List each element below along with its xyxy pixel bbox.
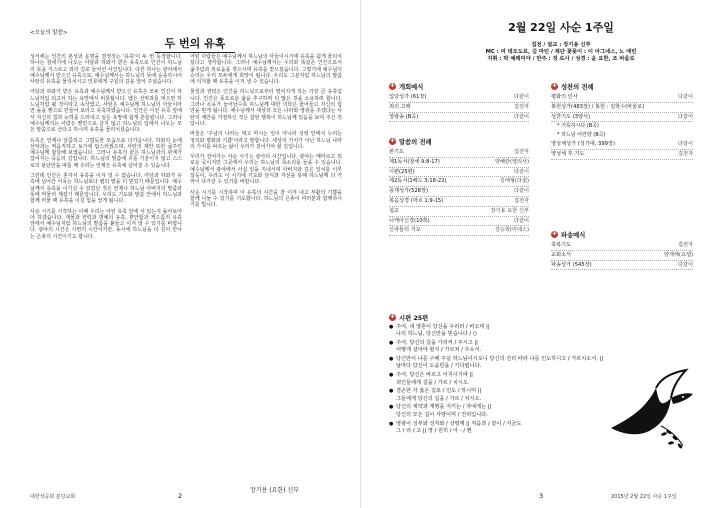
- item-part: 다같이: [513, 188, 529, 195]
- paragraph: 우리가 걸어가는 사순 시기는 광야의 시간입니다. 광야는 메마르고 외로운 곳이지만 그곳에서 우리는 하느님의 목소리를 들을 수 있습니다. 예수님께서 광야에서 사십 일을 지내시며 아버지와 깊은 일치를 이루셨듯이, 우리도 이 시기에 기도와 단식과 자선을 통해 하느님께 더 가까이 다가갈 수 있기를 바랍니다.: [190, 154, 342, 186]
- psalm-verse: ● 당신만이 나를 구해 주실 하느님이시오니 당신의 진리 따라 나를 인도하시고 / 가르치소서. || 날마다 당신이 도움만을 / 기다립니다.: [389, 356, 604, 370]
- cross-icon: ✚: [552, 83, 557, 89]
- list-item: [551, 261, 693, 271]
- section-heading: 말씀의 전례: [399, 139, 432, 146]
- bullet-icon: ●: [389, 420, 394, 427]
- list-item: [389, 226, 529, 236]
- psalm-verse: ● 겸손한 자 옳은 길로 / 인도 / 하시며 || 그들에게 당신의 길을 / 가르 / 치시오.: [389, 388, 482, 402]
- item-name: 교회소식: [551, 251, 572, 258]
- list-item: [551, 241, 693, 251]
- paragraph: 물질과 권력은 인간을 하느님으로부터 멀어지게 하는 가장 큰 유혹입니다. 인간은 풍요로운 삶을 추구하며 더 많은 것을 소유하려 합니다. 그러나 소유가 늘어날수록 하느님께 대한 의탁은 줄어들고 자신의 힘만을 믿게 됩니다. 예수님께서 세상의 모든 나라와 영광을 주겠다는 사탄의 제안을 거절하신 것은 참된 행복이 하느님께 있음을 보여 주신 것입니다.: [190, 89, 342, 127]
- list-item: [551, 93, 693, 103]
- info-line: MC : 여 데오도로, 김 마틴 / 제단 꽃꽂이 : 이 아그네스, 노 애린: [485, 49, 637, 55]
- item-name: 입당성가 (61장): [389, 94, 427, 100]
- list-item: [389, 217, 529, 227]
- item-part: 다같이: [677, 140, 693, 147]
- psalm-verse: ● 영광이 성부와 성자와 / 성령께 || 처음과 / 같이 / 지금도 그 / 리 / 고 || 영 / 원히 / 아 - / 멘: [389, 420, 522, 434]
- item-part: 양혜란(엘리사): [494, 158, 529, 165]
- list-item: [389, 168, 529, 178]
- list-item: [551, 251, 693, 261]
- service-info: [441, 42, 681, 63]
- right-page: [360, 0, 720, 508]
- cross-icon: ✚: [390, 138, 395, 144]
- item-name: 본기도: [389, 149, 405, 155]
- cross-icon: ✚: [552, 231, 557, 237]
- item-name: 영광송 (B곡): [389, 113, 419, 120]
- item-name: 영성체 후 기도: [551, 150, 585, 157]
- paragraph: 사순 시기를 시작하는 이때 우리는 어떤 유혹 앞에 서 있는지 돌아보아야 하겠습니다. 재물과 권력과 명예의 유혹, 편안함과 게으름의 유혹 앞에서 예수님처럼 하느님의 말씀을 붙들고 이겨 낼 수 있기를 바랍니다. 광야의 시간은 시련의 시간이지만, 동시에 하느님을 더 깊이 만나는 은총의 시간이기도 합니다.: [30, 208, 182, 240]
- item-part: 집전자: [513, 149, 529, 155]
- item-name: 복음성경 (마르 1:9-15): [389, 197, 444, 204]
- list-item: [551, 113, 693, 123]
- item-name: 죄의 고백: [389, 103, 411, 110]
- bullet-icon: ●: [389, 356, 394, 363]
- paragraph: 사순 시기를 시작하며 이 유혹의 시간을 잘 이겨 내고 부활의 기쁨을 함께 나눌 수 있기를 기도합니다. 하느님의 은총이 여러분과 함께하시기를 빕니다.: [190, 189, 342, 209]
- item-name: 영성체성가 (성가대, 399장): [551, 140, 615, 147]
- list-item: [551, 103, 693, 113]
- item-part: 다같이: [513, 94, 529, 100]
- page-number: 3: [539, 492, 544, 500]
- psalm-verse: ● 주여, 내 영혼이 당신을 우러러 / 비오며 || 나의 하느님, 당신만을 믿습니다 / ○: [389, 324, 490, 338]
- list-item: [551, 150, 693, 160]
- item-name: 시편(25편): [389, 168, 415, 175]
- paragraph: 성서에는 인간의 본성과 운명을 결정짓는 '유혹'이 두 번 등장합니다. 하나는 창세기에 나오는 아담과 하와가 받은 유혹으로 인간이 하느님의 뜻을 거스르고 죄의 길로 들어선 사건입니다. 다른 하나는 광야에서 예수님께서 받으신 유혹으로, 예수님께서는 하느님의 뜻에 순종하시어 사탄의 유혹을 물리치시고 인류에게 구원의 길을 열어 주셨습니다.: [30, 54, 182, 86]
- item-part: 집전자: [513, 197, 529, 204]
- paragraph: 바울은 '주님의 나라는 먹고 마시는 일이 아니라 성령 안에서 누리는 정의와 평화와 기쁨'이라고 말합니다. 세상의 가치가 아닌 하느님 나라의 가치를 따르는 삶이 우리가 걸어가야 할 길입니다.: [190, 131, 342, 150]
- item-part: 장기용 요한 신부: [490, 207, 529, 214]
- item-name: 축복기도: [551, 242, 572, 248]
- section-heading: 파송예식: [561, 232, 586, 239]
- section-tag: <오늘의 말씀>: [30, 30, 68, 36]
- item-name: 성찬기도 (3양식): [551, 113, 591, 120]
- bullet-icon: ●: [389, 404, 394, 411]
- section-word: [389, 137, 529, 236]
- list-item: [389, 207, 529, 217]
- list-item: [551, 140, 693, 150]
- sub-note: * 거룩하시다 (B곡): [557, 123, 599, 130]
- bullet-icon: ●: [389, 372, 394, 379]
- item-name: 평화의 인사: [551, 94, 578, 100]
- psalm-verse: ● 주여, 당신의 길을 가리켜 / 주시고 || 어떻게 살아야 할지 / 가르쳐 / 주소서.: [389, 340, 482, 354]
- item-name: 층계성가(528장): [389, 188, 429, 195]
- paragraph: 유혹은 언제나 달콤하고 그럴듯한 모습으로 다가옵니다. 하와의 눈에 선악과는 먹음직하고 보기에 탐스러웠으며, 사탄의 제안 또한 굶주린 예수님께 합당해 보였습니다. 그러나 유혹의 끝은 하느님과의 관계가 끊어지는 죽음의 길입니다. 하느님의 말씀에 귀를 기울이지 않고 스스로의 판단만을 따를 때 우리는 언제든 유혹에 넘어질 수 있습니다.: [30, 137, 182, 169]
- sub-note: * 하느님 어린양 (B곡): [557, 132, 606, 139]
- item-name: 제2독서(1베드 3:18-22): [389, 178, 447, 185]
- bullet-icon: ●: [389, 324, 394, 330]
- psalm-verse: ● 당신의 계약과 계명을 지키는 / 자에게는 || 당신의 모든 길이 사랑이며 / 진리입니다.: [389, 404, 492, 418]
- section-heading: 성찬의 전례: [561, 84, 594, 91]
- psalm-section: [389, 313, 604, 437]
- item-name: 설교: [389, 207, 400, 214]
- sermon-column-1: [30, 54, 182, 244]
- item-part: 다같이: [677, 94, 693, 100]
- cross-icon: ✚: [390, 314, 395, 320]
- section-heading: 개회예식: [399, 84, 424, 91]
- psalm-verse: ● 주여, 당신은 바르고 어지시기에 || 죄인들에게 길을 / 가르 / 치시오.: [389, 372, 473, 386]
- list-item: [389, 158, 529, 168]
- footer-church: 대한성공회 분당교회: [30, 494, 76, 500]
- item-part: 다같이: [513, 168, 529, 175]
- sermon-title: 두 번의 유혹: [155, 35, 235, 53]
- item-name: 파송성가 (545장): [551, 261, 592, 268]
- item-part: 다같이: [513, 113, 529, 120]
- paragraph: 아담과 하와가 받은 유혹과 예수님께서 받으신 유혹은 모두 인간이 하느님처럼 되고자 하는 욕망에서 비롯됩니다. 뱀은 선악과를 먹으면 하느님처럼 될 것이라고 속삭였고, 사탄은 예수님께 하느님의 아들이라면 돌을 빵으로 만들어 보라고 유혹하였습니다. 인간은 이런 유혹 앞에서 자신의 힘과 능력을 드러내고 싶은 욕망에 쉽게 흔들립니다. 그러나 예수님께서는 사람은 빵만으로 살지 않고 하느님의 입에서 나오는 모든 말씀으로 산다고 하시며 유혹을 물리치셨습니다.: [30, 89, 182, 134]
- bullet-icon: ●: [389, 340, 394, 347]
- item-name: 봉헌성가(483장) / 봉헌 : 김학수(바울로): [551, 103, 645, 110]
- footer-date: 2015년 2월 22일 사순 1주일: [611, 494, 677, 500]
- bullet-icon: ●: [389, 388, 394, 395]
- item-part: 다같이: [513, 217, 529, 224]
- list-item: [389, 177, 529, 187]
- section-gathering: [389, 82, 529, 122]
- item-name: 신자들의 기도: [389, 227, 421, 234]
- list-item: [389, 197, 529, 207]
- item-part: 집전자: [677, 150, 693, 157]
- list-item: [389, 103, 529, 113]
- service-title: 2월 22일 사순 1주일: [508, 21, 614, 34]
- section-dismissal: [551, 230, 693, 270]
- cross-icon: ✚: [390, 83, 395, 89]
- item-part: 다같이: [677, 113, 693, 120]
- list-item: [389, 113, 529, 123]
- dove-illustration: [601, 368, 701, 458]
- item-name: 니케아신경(10쪽): [389, 217, 430, 224]
- info-line: 지휘 : 박 예레미야 / 반주 : 정 로사 / 성경 : 윤 요한, 조 바울로: [487, 56, 635, 62]
- paragraph: 그런데 인간은 혼자서 유혹을 이겨 낼 수 없습니다. 아담과 하와가 유혹에 넘어간 이유는 하느님보다 뱀의 말을 더 믿었기 때문입니다. 예수님께서 유혹을 이기실 수 있었던 것은 언제나 하느님 아버지의 말씀과 뜻에 머물러 계셨기 때문입니다. 우리도 기도와 말씀 안에서 하느님과 함께 머물 때 유혹을 이길 힘을 얻게 됩니다.: [30, 173, 182, 205]
- info-line: 집전 / 설교 : 장기용 신부: [531, 42, 591, 48]
- item-part: 김태형(다윗): [499, 178, 529, 185]
- paragraph: 어떤 사람들은 예수님께서 하느님의 아들이시기에 유혹을 쉽게 물리치셨다고 생각합니다. 그러나 예수님께서는 우리와 똑같은 인간으로서 굶주림과 외로움을 겪으시며 유혹을 받으셨습니다. 그렇기에 예수님의 승리는 우리 모두에게 희망이 됩니다. 우리도 그분처럼 하느님의 말씀에 의지할 때 유혹을 이겨 낼 수 있습니다.: [190, 54, 342, 86]
- section-eucharist: [551, 82, 693, 160]
- signature: 장기용 (요한) 신부: [250, 487, 300, 494]
- list-item: [389, 148, 529, 158]
- section-heading: 시편 25편: [399, 315, 429, 322]
- list-item: [389, 187, 529, 197]
- list-item: [389, 93, 529, 103]
- item-part: 집전자: [677, 242, 693, 248]
- item-name: 제1독서(창세 9:8-17): [389, 158, 440, 165]
- item-part: 강승희(미데스): [494, 227, 529, 234]
- sermon-column-2: [190, 54, 342, 213]
- item-part: 양재해(요셉): [663, 251, 693, 258]
- page-number: 2: [178, 492, 183, 500]
- item-part: 집전자: [513, 103, 529, 110]
- item-part: 다같이: [677, 261, 693, 268]
